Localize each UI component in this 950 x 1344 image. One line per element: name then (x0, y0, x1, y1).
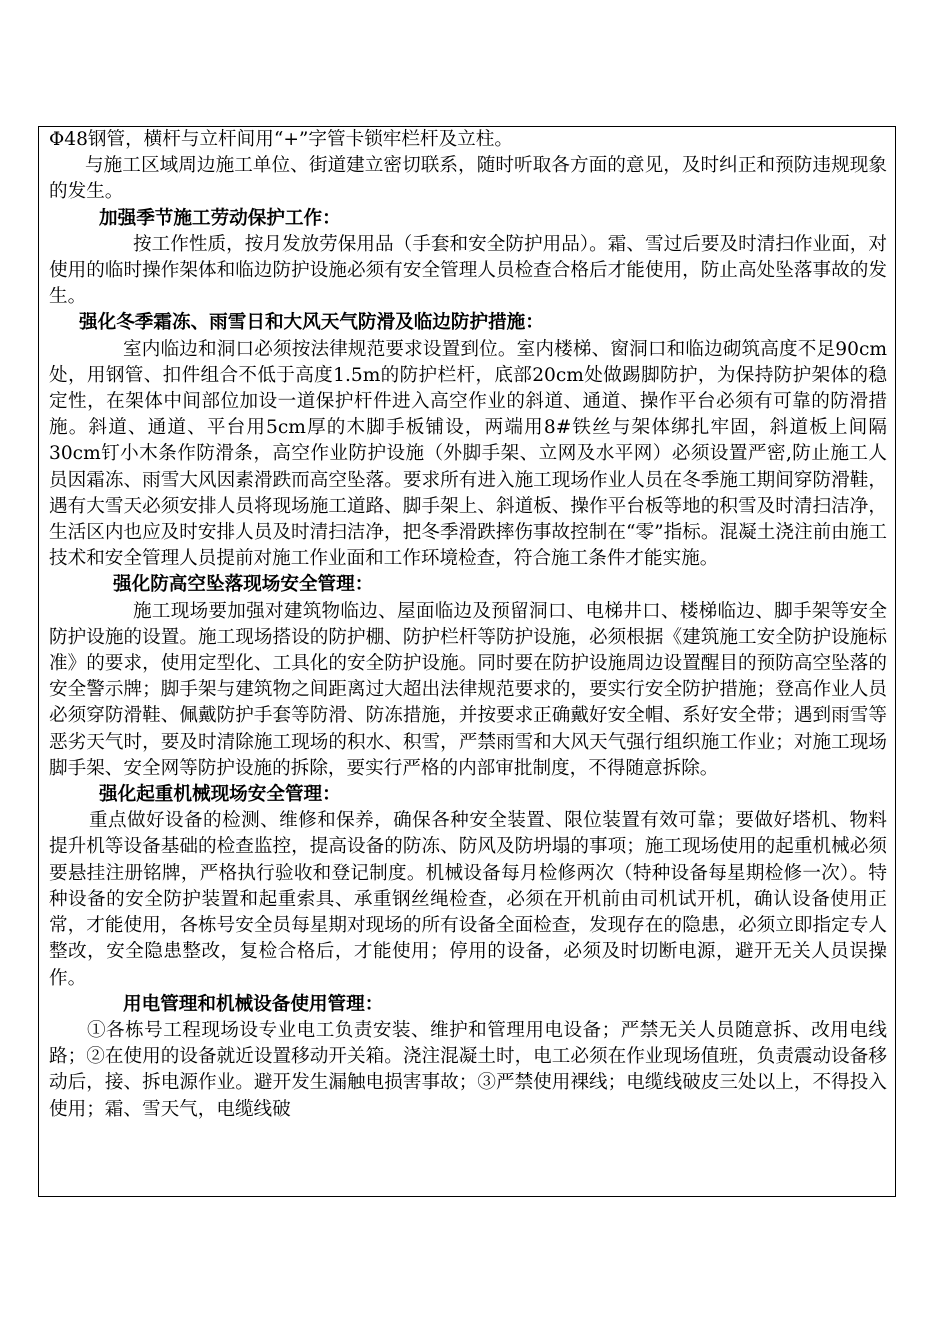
paragraph-crane-safety: 重点做好设备的检测、维修和保养，确保各种安全装置、限位装置有效可靠；要做好塔机、物料提升机等设备基础的检查监控，提高设备的防冻、防风及防坍塌的事项；施工现场使用的起重机械必须要悬挂注册铭牌，严格执行验收和登记制度。机械设备每月检修两次（特种设备每星期检修一次）。特种设备的安全防护装置和起重索具、承重钢丝绳检查，必须在开机前由司机试开机，确认设备使用正常，才能使用，各栋号安全员每星期对现场的所有设备全面检查，发现存在的隐患，必须立即指定专人整改，安全隐患整改，复检合格后，才能使用；停用的设备，必须及时切断电源，避开无关人员误操作。 (49, 810, 887, 989)
paragraph-liaison: 与施工区域周边施工单位、街道建立密切联系，随时听取各方面的意见，及时纠正和预防违规现象的发生。 (49, 155, 887, 203)
heading-fall-prevention: 强化防高空坠落现场安全管理： (113, 574, 374, 596)
document-frame (38, 126, 896, 1197)
paragraph-electricity-management: ①各栋号工程现场设专业电工负责安装、维护和管理用电设备；严禁无关人员随意拆、改用电线路；②在使用的设备就近设置移动开关箱。浇注混凝土时，电工必须在作业现场值班，负责震动设备移动后，接、拆电源作业。避开发生漏触电损害事故；③严禁使用裸线；电缆线破皮三处以上，不得投入使用；霜、雪天气，电缆线破 (49, 1019, 887, 1120)
heading-winter-anti-slip: 强化冬季霜冻、雨雪日和大风天气防滑及临边防护措施： (79, 312, 544, 334)
heading-crane-safety: 强化起重机械现场安全管理： (99, 784, 341, 806)
paragraph-winter-anti-slip: 室内临边和洞口必须按法律规范要求设置到位。室内楼梯、窗洞口和临边砌筑高度不足90cm处，用钢管、扣件组合不低于高度1.5m的防护栏杆，底部20cm处做踢脚防护，为保持防护架体的稳定性，在架体中间部位加设一道保护杆件进入高空作业的斜道、通道、操作平台必须有可靠的防滑措施。斜道、通道、平台用5cm厚的木脚手板铺设，两端用8#铁丝与架体绑扎牢固，斜道板上间隔30cm钉小木条作防滑条，高空作业防护设施（外脚手架、立网及水平网）必须设置严密,防止施工人员因霜冻、雨雪大风因素滑跌而高空坠落。要求所有进入施工现场作业人员在冬季施工期间穿防滑鞋，遇有大雪天必须安排人员将现场施工道路、脚手架上、斜道板、操作平台板等地的积雪及时清扫洁净，生活区内也应及时安排人员及时清扫洁净，把冬季滑跌摔伤事故控制在“零”指标。混凝土浇注前由施工技术和安全管理人员提前对施工作业面和工作环境检查，符合施工条件才能实施。 (49, 338, 887, 570)
paragraph-fall-prevention: 施工现场要加强对建筑物临边、屋面临边及预留洞口、电梯井口、楼梯临边、脚手架等安全防护设施的设置。施工现场搭设的防护棚、防护栏杆等防护设施，必须根据《建筑施工安全防护设施标准》的要求，使用定型化、工具化的安全防护设施。同时要在防护设施周边设置醒目的预防高空坠落的安全警示牌；脚手架与建筑物之间距离过大超出法律规范要求的，要实行安全防护措施；登高作业人员必须穿防滑鞋、佩戴防护手套等防滑、防冻措施，并按要求正确戴好安全帽、系好安全带；遇到雨雪等恶劣天气时，要及时清除施工现场的积水、积雪，严禁雨雪和大风天气强行组织施工作业；对施工现场脚手架、安全网等防护设施的拆除，要实行严格的内部审批制度，不得随意拆除。 (49, 600, 887, 779)
paragraph-steel-pipe: Φ48钢管，横杆与立杆间用“+”字管卡锁牢栏杆及立柱。 (49, 129, 513, 150)
heading-electricity-management: 用电管理和机械设备使用管理： (123, 993, 384, 1015)
document-body (49, 127, 887, 1123)
heading-seasonal-labor-protection: 加强季节施工劳动保护工作： (99, 207, 341, 229)
paragraph-labor-protection: 按工作性质，按月发放劳保用品（手套和安全防护用品）。霜、雪过后要及时清扫作业面，对使用的临时操作架体和临边防护设施必须有安全管理人员检查合格后才能使用，防止高处坠落事故的发生。 (49, 233, 887, 308)
